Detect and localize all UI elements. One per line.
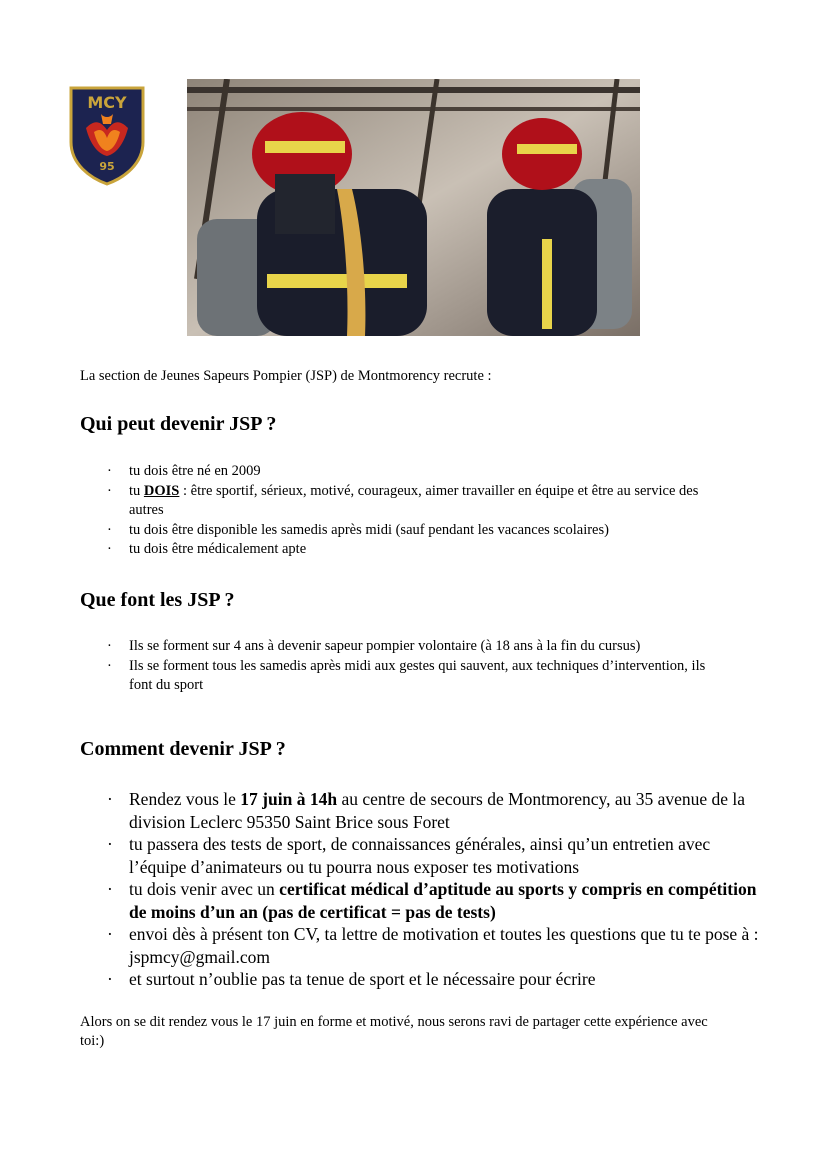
emphasis-certificate: certificat médical d’aptitude au sports y compris en compétition de moins d’un an (pas de certificat = pas de tests) [129, 879, 757, 922]
list-item: · Ils se forment sur 4 ans à devenir sapeur pompier volontaire (à 18 ans à la fin du cursus) [107, 638, 641, 654]
what-list [80, 637, 720, 696]
list-item: · Rendez vous le 17 juin à 14h au centre de secours de Montmorency, au 35 avenue de la division Leclerc 95350 Saint Brice sous Foret [107, 789, 746, 832]
list-item: · tu dois être médicalement apte [107, 541, 307, 557]
list-item: · et surtout n’oublie pas ta tenue de sport et le nécessaire pour écrire [107, 969, 596, 989]
list-item: · envoi dès à présent ton CV, ta lettre de motivation et toutes les questions que tu te pose à : jspmcy@gmail.com [107, 924, 759, 967]
emphasis-dois: DOIS [143, 482, 180, 499]
list-item: · tu dois être né en 2009 [107, 463, 261, 479]
closing-text: Alors on se dit rendez vous le 17 juin en forme et motivé, nous serons ravi de partager cette expérience avec toi:) [80, 1014, 708, 1049]
list-item: · tu passera des tests de sport, de connaissances générales, ainsi qu’un entretien avec l’équipe d’animateurs ou tu pourra nous exposer tes motivations [107, 834, 711, 877]
mcy95-logo [68, 84, 146, 186]
intro-text: La section de Jeunes Sapeurs Pompier (JSP) de Montmorency recrute : [80, 368, 492, 384]
logo-text: MCY [87, 93, 127, 112]
section-title-who: Qui peut devenir JSP ? [80, 413, 277, 435]
how-list [80, 788, 760, 991]
list-item: · tu dois être disponible les samedis après midi (sauf pendant les vacances scolaires) [107, 521, 609, 538]
who-list [80, 462, 730, 560]
section-title-what: Que font les JSP ? [80, 589, 235, 611]
emphasis-date: 17 juin à 14h [240, 789, 338, 809]
section-title-how: Comment devenir JSP ? [80, 738, 286, 760]
list-item: · tu DOIS : être sportif, sérieux, motivé, courageux, aimer travailler en équipe et être au service des autres [107, 482, 699, 518]
logo-number: 95 [99, 160, 115, 173]
list-item: · Ils se forment tous les samedis après midi aux gestes qui sauvent, aux techniques d’intervention, ils font du sport [107, 657, 706, 693]
firefighters-photo [187, 79, 640, 336]
list-item: · tu dois venir avec un certificat médical d’aptitude au sports y compris en compétition de moins d’un an (pas de certificat = pas de tests) [107, 879, 757, 922]
